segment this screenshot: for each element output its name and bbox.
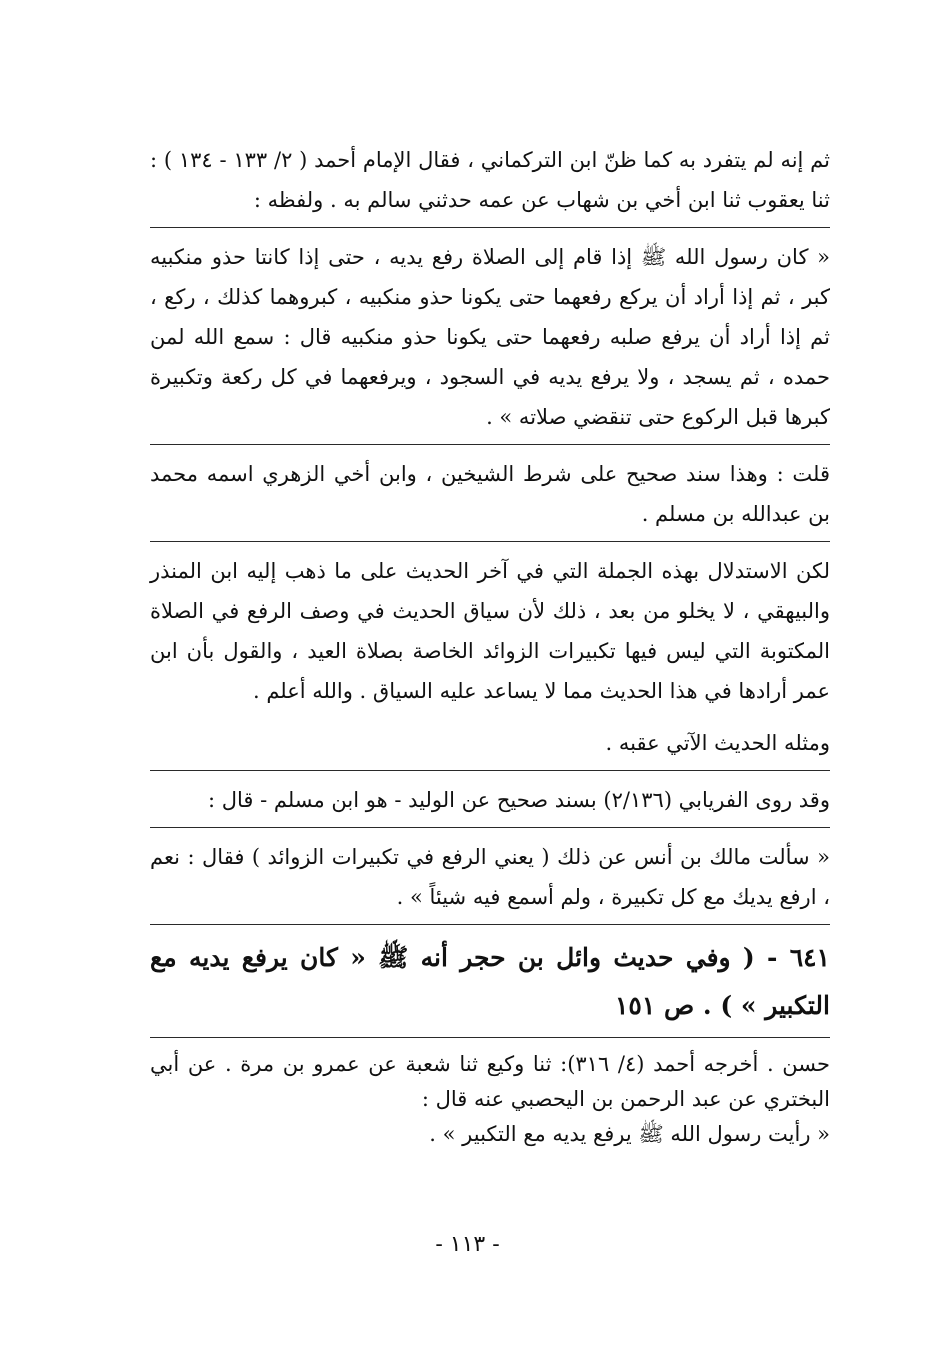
divider [150, 444, 830, 445]
paragraph-8: حسن . أخرجه أحمد (٤/ ٣١٦): ثنا وكيع ثنا شعبة عن عمرو بن مرة . عن أبي البختري عن عبد الرحمن بن اليحصبي عنه قال : [150, 1052, 830, 1111]
paragraph-2-quote: « كان رسول الله ﷺ إذا قام إلى الصلاة رفع يديه ، حتى إذا كانتا حذو منكبيه كبر ، ثم إذا أراد أن يركع رفعهما حتى يكونا حذو منكبيه ، كبروهما كذلك ، ركع ، ثم إذا أراد أن يرفع صلبه رفعهما حتى يكونا حذو منكبيه قال : سمع الله لمن حمده ، ثم يسجد ، ولا يرفع يديه في السجود ، ويرفعهما في كل ركعة وتكبيرة كبرها قبل الركوع حتى تنقضي صلاته » . [150, 245, 830, 429]
divider [150, 770, 830, 771]
paragraph-4: لكن الاستدلال بهذه الجملة التي في آخر الحديث على ما ذهب إليه ابن المنذر والبيهقي ، لا يخلو من بعد ، ذلك لأن سياق الحديث في وصف الرفع في الصلاة المكتوبة التي ليس فيها تكبيرات الزوائد الخاصة بصلاة العيد ، والقول بأن ابن عمر أرادها في هذا الحديث مما لا يساعد عليه السياق . والله أعلم . [150, 559, 830, 703]
paragraph-7-quote: « سألت مالك بن أنس عن ذلك ( يعني الرفع في تكبيرات الزوائد ) فقال : نعم ، ارفع يديك مع كل تكبيرة ، ولم أسمع فيه شيئاً » . [150, 845, 830, 909]
divider [150, 827, 830, 828]
paragraph-9-quote: « رأيت رسول الله ﷺ يرفع يديه مع التكبير » . [429, 1122, 830, 1146]
hadith-heading: ٦٤١ - ( وفي حديث وائل بن حجر أنه ﷺ « كان يرفع يديه مع التكبير » ) . ص ١٥١ [150, 943, 830, 1020]
divider [150, 541, 830, 542]
paragraph-3: قلت : وهذا سند صحيح على شرط الشيخين ، وابن أخي الزهري اسمه محمد بن عبدالله بن مسلم . [150, 462, 830, 526]
page-body [150, 140, 830, 1152]
paragraph-6: وقد روى الفريابي (٢/١٣٦) بسند صحيح عن الوليد - هو ابن مسلم - قال : [207, 788, 830, 812]
paragraph-5: ومثله الحديث الآتي عقبه . [605, 731, 830, 755]
page-number: - ١١٣ - [435, 1232, 500, 1257]
divider [150, 1037, 830, 1038]
divider [150, 924, 830, 925]
divider [150, 227, 830, 228]
paragraph-1: ثم إنه لم يتفرد به كما ظنّ ابن التركماني ، فقال الإمام أحمد ( ٢/ ١٣٣ - ١٣٤ ) : ثنا يعقوب ثنا ابن أخي بن شهاب عن عمه حدثني سالم به . ولفظه : [150, 148, 830, 212]
